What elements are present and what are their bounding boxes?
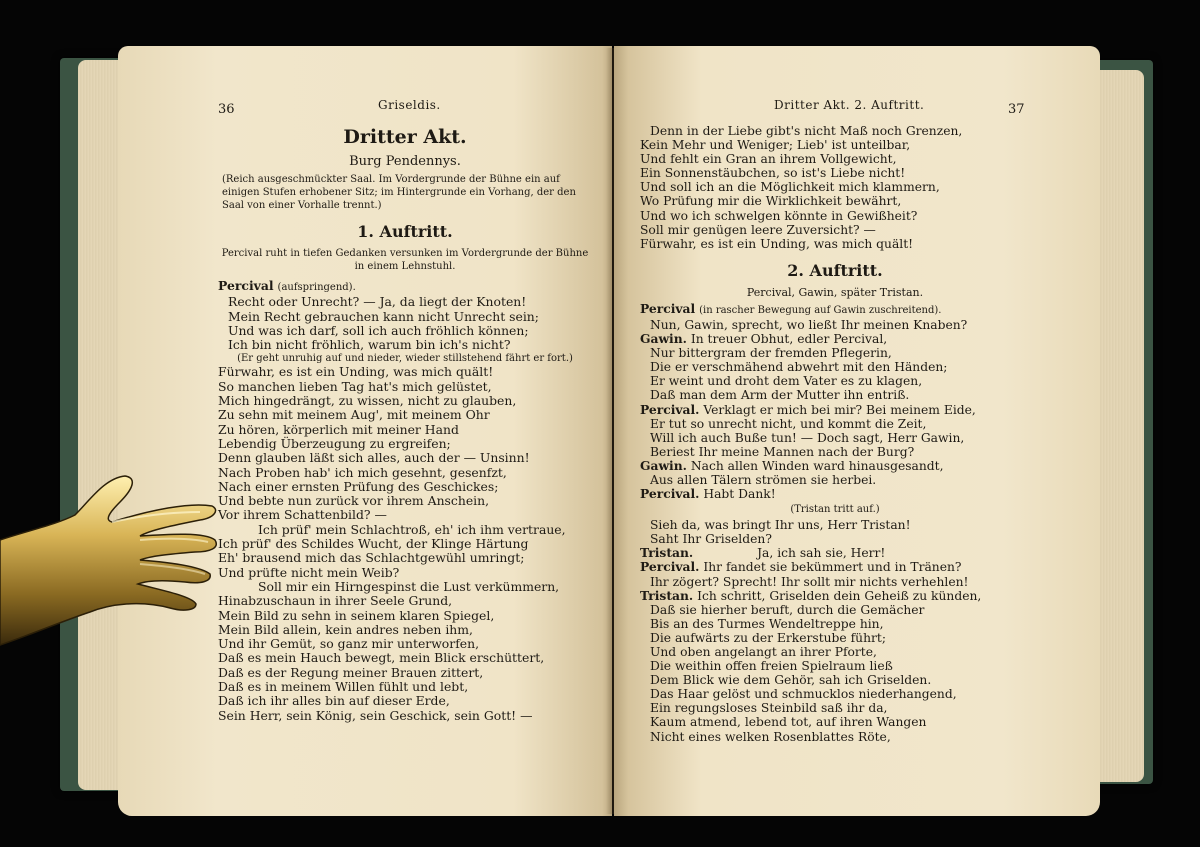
dialogue-line bbox=[640, 603, 1030, 617]
line-text: In treuer Obhut, edler Percival, bbox=[690, 332, 888, 347]
verse-line: Und was ich darf, soll ich auch fröhlich können; bbox=[228, 322, 529, 338]
dialogue-line bbox=[640, 318, 1030, 332]
line-text: Er tut so unrecht nicht, und kommt die Zeit, bbox=[650, 416, 927, 431]
dialogue-line bbox=[640, 532, 1030, 546]
line-text: Verklagt er mich bei mir? Bei meinem Eide, bbox=[703, 402, 976, 417]
verse-line: Ich bin nicht fröhlich, warum bin ich's nicht? bbox=[228, 337, 511, 353]
dialogue-line bbox=[640, 360, 1030, 374]
speaker-direction: (in rascher Bewegung auf Gawin zuschreitend). bbox=[699, 304, 942, 316]
dialogue-line bbox=[640, 659, 1030, 673]
verse-line: Daß ich ihr alles bin auf dieser Erde, bbox=[218, 693, 450, 709]
line-text: Die aufwärts zu der Erkerstube führt; bbox=[650, 630, 886, 645]
dialogue-line bbox=[640, 473, 1030, 487]
page-number-right: 37 bbox=[1008, 102, 1025, 117]
line-text: Dem Blick wie dem Gehör, sah ich Griselden. bbox=[650, 673, 932, 688]
dialogue-line bbox=[640, 575, 1030, 589]
dialogue-block bbox=[640, 302, 1030, 501]
verse-line: Mein Recht gebrauchen kann nicht Unrecht sein; bbox=[228, 308, 539, 324]
line-text: Aus allen Tälern strömen sie herbei. bbox=[650, 472, 877, 487]
tristan-direction: (Tristan tritt auf.) bbox=[790, 504, 880, 516]
dialogue-line bbox=[640, 546, 1030, 560]
line-text: Ein regungsloses Steinbild saß ihr da, bbox=[650, 701, 888, 716]
line-text: Er weint und droht dem Vater es zu klagen, bbox=[650, 374, 923, 389]
speaker-name: Tristan. bbox=[640, 545, 694, 561]
verse-line: Und prüfte nicht mein Weib? bbox=[218, 564, 400, 580]
scene-heading-2: 2. Auftritt. bbox=[787, 260, 883, 280]
verse-line: Und bebte nun zurück vor ihrem Anschein, bbox=[218, 493, 490, 509]
page-number-left: 36 bbox=[218, 102, 235, 117]
place-heading: Burg Pendennys. bbox=[349, 154, 461, 169]
right-page bbox=[614, 46, 1100, 816]
line-text: Das Haar gelöst und schmucklos niederhangend, bbox=[650, 687, 957, 702]
dialogue-block-b bbox=[640, 518, 1030, 744]
line-text: Daß man dem Arm der Mutter ihn entriß. bbox=[650, 388, 910, 403]
line-text: Ihr zögert? Sprecht! Ihr sollt mir nichts verhehlen! bbox=[650, 574, 969, 589]
verse-line: Ein Sonnenstäubchen, so ist's Liebe nicht! bbox=[640, 166, 906, 181]
line-text: Ich schritt, Griselden dein Geheiß zu künden, bbox=[697, 588, 982, 603]
dialogue-line bbox=[640, 431, 1030, 445]
verse-line: Mein Bild zu sehn in seinem klaren Spiegel, bbox=[218, 607, 495, 623]
line-text: Die weithin offen freien Spielraum ließ bbox=[650, 659, 893, 674]
speaker-name: Percival. bbox=[640, 401, 700, 417]
left-page bbox=[118, 46, 612, 816]
dialogue-line bbox=[640, 487, 1030, 501]
verse-line: Und fehlt ein Gran an ihrem Vollgewicht, bbox=[640, 152, 897, 167]
dialogue-line bbox=[640, 617, 1030, 631]
scene-heading-1: 1. Auftritt. bbox=[357, 222, 453, 241]
scene-cast: Percival, Gawin, später Tristan. bbox=[746, 285, 924, 299]
verse-line: Lebendig Überzeugung zu ergreifen; bbox=[218, 435, 451, 451]
verse-block-right bbox=[640, 124, 1030, 251]
speaker-name: Percival bbox=[218, 278, 274, 293]
dialogue-line bbox=[640, 687, 1030, 701]
verse-line: Mein Bild allein, kein andres neben ihm, bbox=[218, 621, 473, 637]
dialogue-line bbox=[640, 631, 1030, 645]
verse-line: Daß es in meinem Willen fühlt und lebt, bbox=[218, 679, 469, 695]
verse-line: Ich prüf' mein Schlachtroß, eh' ich ihm vertraue, bbox=[258, 521, 566, 537]
verse-line: Denn in der Liebe gibt's nicht Maß noch Grenzen, bbox=[650, 124, 963, 138]
verse-line: Eh' brausend mich das Schlachtgewühl umringt; bbox=[218, 550, 525, 566]
verse-line: So manchen lieben Tag hat's mich gelüstet, bbox=[218, 378, 492, 394]
dialogue-line bbox=[640, 459, 1030, 473]
running-head-left: Griseldis. bbox=[378, 98, 441, 112]
dialogue-line bbox=[640, 388, 1030, 402]
stage-direction: (Reich ausgeschmückter Saal. Im Vordergrunde der Bühne ein auf einigen Stufen erhobener Sitz; im Hintergrunde ein Vorhang, der den Saal von einer Vorhalle trennt.) bbox=[222, 174, 576, 211]
line-text: Die er verschmähend abwehrt mit den Händen; bbox=[650, 360, 948, 375]
verse-line: Nach Proben hab' ich mich gesehnt, gesenfzt, bbox=[218, 464, 507, 480]
speaker-name: Percival. bbox=[640, 486, 700, 502]
verse-line: Zu hören, körperlich mit meiner Hand bbox=[218, 421, 459, 437]
line-text: Daß sie hierher beruft, durch die Gemächer bbox=[650, 602, 925, 617]
line-text: Nach allen Winden ward hinausgesandt, bbox=[690, 458, 944, 473]
dialogue-line bbox=[640, 302, 1030, 318]
speaker-name: Percival bbox=[640, 300, 696, 316]
running-head-right: Dritter Akt. 2. Auftritt. bbox=[774, 98, 925, 112]
verse-line: Denn glauben läßt sich alles, auch der — Unsinn! bbox=[218, 450, 530, 466]
dialogue-line bbox=[640, 730, 1030, 744]
line-text: Bis an des Turmes Wendeltreppe hin, bbox=[650, 616, 884, 631]
verse-block-b bbox=[218, 365, 592, 722]
verse-line: Fürwahr, es ist ein Unding, was mich quält! bbox=[218, 364, 494, 380]
verse-line: Und ihr Gemüt, so ganz mir unterworfen, bbox=[218, 636, 480, 652]
verse-line: Hinabzuschaun in ihrer Seele Grund, bbox=[218, 593, 453, 609]
verse-line: Soll mir genügen leere Zuversicht? — bbox=[640, 222, 876, 237]
line-text: Beriest Ihr meine Mannen nach der Burg? bbox=[650, 444, 915, 459]
dialogue-line bbox=[640, 701, 1030, 715]
line-text: Ja, ich sah sie, Herr! bbox=[757, 546, 886, 561]
dialogue-line bbox=[640, 715, 1030, 729]
speaker-name: Percival. bbox=[640, 559, 700, 575]
dialogue-line bbox=[640, 673, 1030, 687]
line-text: Nun, Gawin, sprecht, wo ließt Ihr meinen Knaben? bbox=[650, 317, 968, 332]
line-text: Nicht eines welken Rosenblattes Röte, bbox=[650, 729, 891, 744]
verse-line: Fürwahr, es ist ein Unding, was mich quält! bbox=[640, 236, 914, 251]
line-text: Sieh da, was bringt Ihr uns, Herr Tristan! bbox=[650, 518, 911, 533]
line-text: Saht Ihr Griselden? bbox=[650, 532, 772, 547]
speaker-direction: (aufspringend). bbox=[277, 282, 356, 293]
act-title: Dritter Akt. bbox=[343, 126, 467, 148]
verse-line: Und wo ich schwelgen könnte in Gewißheit? bbox=[640, 208, 918, 223]
verse-line: Vor ihrem Schattenbild? — bbox=[218, 507, 387, 523]
verse-line: Soll mir ein Hirngespinst die Lust verkümmern, bbox=[258, 578, 560, 594]
verse-line: Wo Prüfung mir die Wirklichkeit bewährt, bbox=[640, 194, 902, 209]
dialogue-line bbox=[640, 403, 1030, 417]
dialogue-line bbox=[640, 346, 1030, 360]
dialogue-line bbox=[640, 589, 1030, 603]
verse-line: Kein Mehr und Weniger; Lieb' ist unteilbar, bbox=[640, 138, 911, 153]
line-text: Nur bittergram der fremden Pflegerin, bbox=[650, 346, 892, 361]
speaker-name: Gawin. bbox=[640, 457, 687, 473]
dialogue-line bbox=[640, 445, 1030, 459]
verse-line: Mich hingedrängt, zu wissen, nicht zu glauben, bbox=[218, 393, 517, 409]
dialogue-line bbox=[640, 518, 1030, 532]
line-text: Ihr fandet sie bekümmert und in Tränen? bbox=[703, 560, 962, 575]
speaker-name: Gawin. bbox=[640, 331, 687, 347]
verse-line: Sein Herr, sein König, sein Geschick, sein Gott! — bbox=[218, 707, 533, 723]
line-text: Und oben angelangt an ihrer Pforte, bbox=[650, 645, 877, 659]
dialogue-line bbox=[640, 374, 1030, 388]
line-text: Kaum atmend, lebend tot, auf ihren Wangen bbox=[650, 715, 927, 730]
verse-line: Und soll ich an die Möglichkeit mich klammern, bbox=[640, 180, 940, 195]
brass-hand-paperweight bbox=[0, 470, 230, 670]
speaker-name: Tristan. bbox=[640, 587, 694, 603]
dialogue-line bbox=[640, 645, 1030, 659]
verse-block-a bbox=[218, 295, 592, 352]
line-text: Habt Dank! bbox=[703, 487, 776, 502]
verse-line: Recht oder Unrecht? — Ja, da liegt der Knoten! bbox=[228, 294, 527, 310]
verse-line: Daß es der Regung meiner Brauen zittert, bbox=[218, 664, 484, 680]
verse-line: Daß es mein Hauch bewegt, mein Blick erschüttert, bbox=[218, 650, 545, 666]
line-text: Will ich auch Buße tun! — Doch sagt, Herr Gawin, bbox=[650, 430, 965, 445]
verse-line: Nach einer ernsten Prüfung des Geschickes; bbox=[218, 478, 499, 494]
dialogue-line bbox=[640, 417, 1030, 431]
verse-line: Zu sehn mit meinem Aug', mit meinem Ohr bbox=[218, 407, 490, 423]
speaker-line bbox=[218, 279, 592, 295]
verse-line: Ich prüf' des Schildes Wucht, der Klinge Härtung bbox=[218, 536, 529, 552]
scene-direction: Percival ruht in tiefen Gedanken versunken im Vordergrunde der Bühne in einem Lehnstuhl. bbox=[221, 248, 589, 272]
dialogue-line bbox=[640, 332, 1030, 346]
mid-direction: (Er geht unruhig auf und nieder, wieder stillstehend fährt er fort.) bbox=[237, 353, 573, 365]
dialogue-line bbox=[640, 560, 1030, 574]
